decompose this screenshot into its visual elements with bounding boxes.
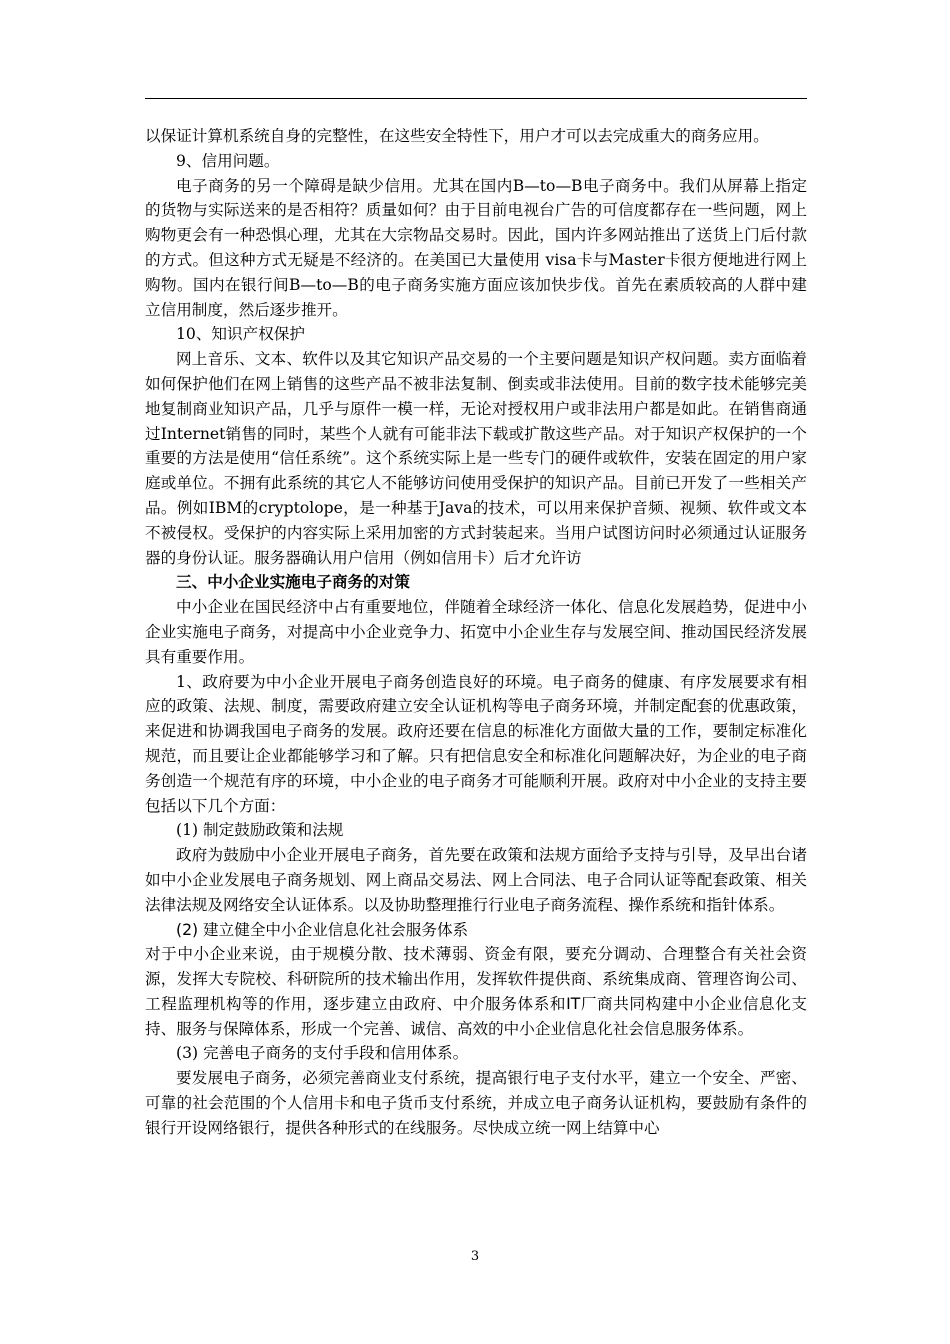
government-environment-text: 政府要为中小企业开展电子商务创造良好的环境。电子商务的健康、有序发展要求有相应的政策、法规、制度，需要政府建立安全认证机构等电子商务环境，并制定配套的优惠政策，来促进和协调我国电子商务的发展。政府还要在信息的标准化方面做大量的工作，要制定标准化规范，而且要让企业都能够学习和了解。只有把信息安全和标准化问题解决好，为企业的电子商务创造一个规范有序的环境，中小企业的电子商务才可能顺利开展。 <box>145 672 807 790</box>
heading-payment-text: 完善电子商务的支付手段和信用体系。 <box>203 1044 469 1063</box>
heading-policy: (1) 制定鼓励政策和法规 <box>176 821 344 840</box>
paragraph-service-system: 对于中小企业来说，由于规模分散、技术薄弱、资金有限，要充分调动、合理整合有关社会资源，发挥大专院校、科研院所的技术输出作用，发挥软件提供商、系统集成商、管理咨询公司、工程监理机构等的作用，逐步建立由政府、中介服务体系和IT厂商共同构建中小企业信息化支持、服务与保障体系，形成一个完善、诚信、高效的中小企业信息化社会信息服务体系。 <box>145 945 807 1038</box>
paragraph-government <box>145 670 807 819</box>
paragraph-intro: 中小企业在国民经济中占有重要地位，伴随着全球经济一体化、信息化发展趋势，促进中小企业实施电子商务，对提高中小企业竞争力、拓宽中小企业生存与发展空间、推动国民经济发展具有重要作用。 <box>145 598 807 666</box>
paragraph-credit: 电子商务的另一个障碍是缺少信用。尤其在国内B—to—B电子商务中。我们从屏幕上指定的货物与实际送来的是否相符？质量如何？由于目前电视台广告的可信度都存在一些问题，网上购物更会有一种恐惧心理，尤其在大宗物品交易时。因此，国内许多网站推出了送货上门后付款的方式。但这种方式无疑是不经济的。在美国已大量使用 visa卡与Master卡很方便地进行网上购物。国内在银行间B—to—B的电子商务实施方面应该加快步伐。首先在素质较高的人群中建立信用制度，然后逐步推开。 <box>145 176 807 319</box>
heading-ip: 10、知识产权保护 <box>176 325 305 344</box>
item-number-3: (3) <box>176 1044 199 1063</box>
paragraph-policy: 政府为鼓励中小企业开展电子商务，首先要在政策和法规方面给予支持与引导，及早出台诸如中小企业发展电子商务规划、网上商品交易法、网上合同法、电子合同认证等配套政策、相关法律法规及网络安全认证体系。以及协助整理推行行业电子商务流程、操作系统和指针体系。 <box>145 846 807 914</box>
section-heading-strategies: 三、中小企业实施电子商务的对策 <box>176 572 410 592</box>
header-rule <box>145 98 807 99</box>
document-body <box>145 124 807 1141</box>
item-number-1: 1、 <box>176 672 203 691</box>
page-number: 3 <box>470 1249 480 1264</box>
paragraph-ip: 网上音乐、文本、软件以及其它知识产品交易的一个主要问题是知识产权问题。卖方面临着如何保护他们在网上销售的这些产品不被非法复制、倒卖或非法使用。目前的数字技术能够完美地复制商业知识产品，几乎与原件一模一样，无论对授权用户或非法用户都是如此。在销售商通过Internet销售的同时，某些个人就有可能非法下载或扩散这些产品。对于知识产权保护的一个重要的方法是使用“信任系统”。这个系统实际上是一些专门的硬件或软件，安装在固定的用户家庭或单位。不拥有此系统的其它人不能够访问使用受保护的知识产品。目前已开发了一些相关产品。例如IBM的cryptolope，是一种基于Java的技术，可以用来保护音频、视频、软件或文本不被侵权。受保护的内容实际上采用加密的方式封装起来。当用户试图访问时必须通过认证服务器的身份认证。服务器确认用户信用（例如信用卡）后才允许访 <box>145 350 807 567</box>
paragraph-security-end: 以保证计算机系统自身的完整性，在这些安全特性下，用户才可以去完成重大的商务应用。 <box>145 127 769 145</box>
paragraph-payment: 要发展电子商务，必须完善商业支付系统，提高银行电子支付水平，建立一个安全、严密、可靠的社会范围的个人信用卡和电子货币支付系统，并成立电子商务认证机构，要鼓励有条件的银行开设网络银行，提供各种形式的在线服务。尽快成立统一网上结算中心 <box>145 1069 807 1137</box>
heading-credit: 9、信用问题。 <box>176 151 280 170</box>
heading-service-system: (2) 建立健全中小企业信息化社会服务体系 <box>176 920 469 939</box>
government-support-text: 政府对中小企业的支持主要包括以下几个方面： <box>145 771 807 815</box>
heading-payment <box>145 1041 807 1066</box>
